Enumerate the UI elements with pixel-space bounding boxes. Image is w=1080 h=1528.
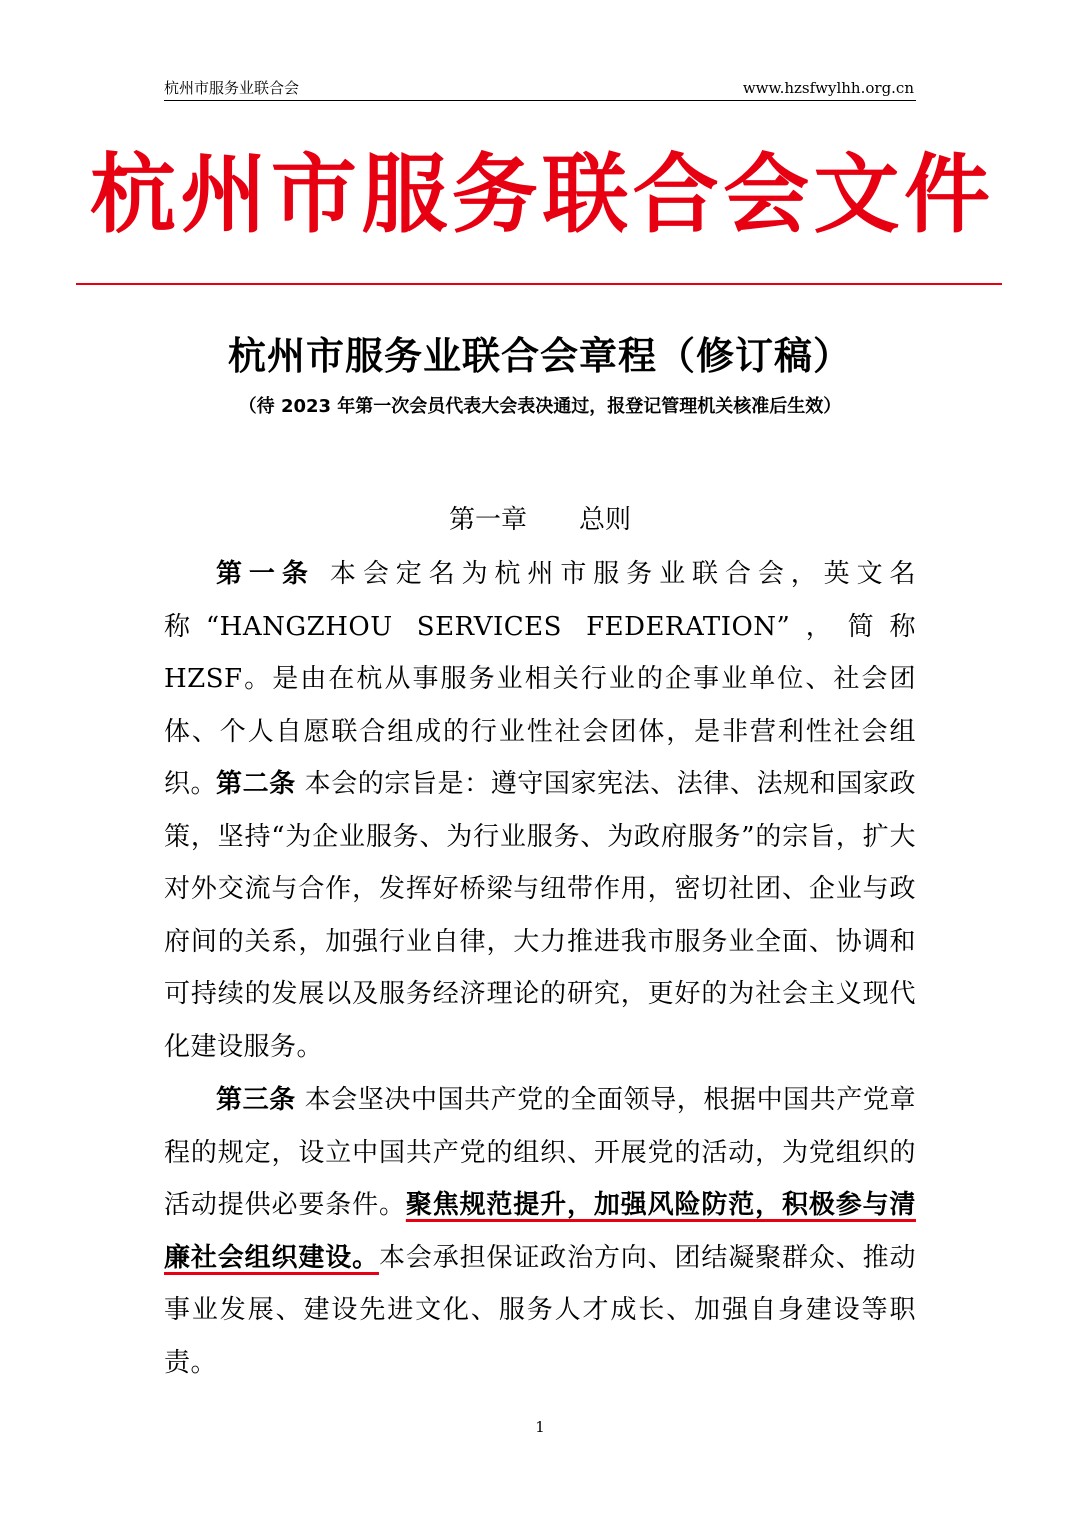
- header-website: www.hzsfwylhh.org.cn: [742, 79, 914, 97]
- banner-char: 市: [270, 145, 357, 245]
- banner-char: 会: [723, 145, 810, 245]
- banner-char: 杭: [90, 145, 176, 245]
- highlighted-text: 聚焦规范提升，加强风险防范，积极参与清廉社会组织建设。: [164, 1190, 916, 1273]
- banner-char: 联: [542, 145, 629, 245]
- article-label: 第一条: [216, 559, 315, 589]
- banner-char: 服: [361, 145, 448, 245]
- document-banner: [76, 140, 1004, 250]
- article-label: 第二条: [216, 769, 296, 799]
- header-divider: [164, 100, 916, 101]
- page-number: 1: [535, 1418, 545, 1436]
- banner-char: 合: [632, 145, 719, 245]
- header-org-name: 杭州市服务业联合会: [164, 79, 300, 97]
- article-text: 本会定名为杭州市服务业联合会，英文名称“HANGZHOU SERVICES FEDERATION”，简称 HZSF。是由在杭从事服务业相关行业的企事业单位、社会团体、个人自愿联合组成的行业性社会团体，是非营利性社会组织。: [164, 559, 916, 800]
- document-subtitle: （待 2023 年第一次会员代表大会表决通过，报登记管理机关核准后生效）: [238, 396, 842, 417]
- banner-char: 件: [903, 145, 990, 245]
- article-text: 本会的宗旨是：遵守国家宪法、法律、法规和国家政策，坚持“为企业服务、为行业服务、为政府服务”的宗旨，扩大对外交流与合作，发挥好桥梁与纽带作用，密切社团、企业与政府间的关系，加强行业自律，大力推进我市服务业全面、协调和可持续的发展以及服务经济理论的研究，更好的为社会主义现代化建设服务。: [164, 769, 916, 1062]
- banner-char: 文: [813, 145, 900, 245]
- article-label: 第三条: [216, 1085, 296, 1115]
- document-title: 杭州市服务业联合会章程（修订稿）: [227, 334, 852, 378]
- banner-char: 州: [180, 145, 267, 245]
- banner-char: 务: [451, 145, 538, 245]
- chapter-heading: 第一章 总则: [448, 505, 631, 535]
- article-paragraph: [164, 758, 916, 1074]
- article-paragraph: [164, 1074, 916, 1390]
- banner-divider: [76, 283, 1002, 285]
- article-text: 本会承担保证政治方向、团结凝聚群众、推动事业发展、建设先进文化、服务人才成长、加强自身建设等职责。: [164, 1242, 916, 1378]
- article-text: 本会坚决中国共产党的全面领导，根据中国共产党章程的规定，设立中国共产党的组织、开展党的活动，为党组织的活动提供必要条件。: [164, 1085, 916, 1221]
